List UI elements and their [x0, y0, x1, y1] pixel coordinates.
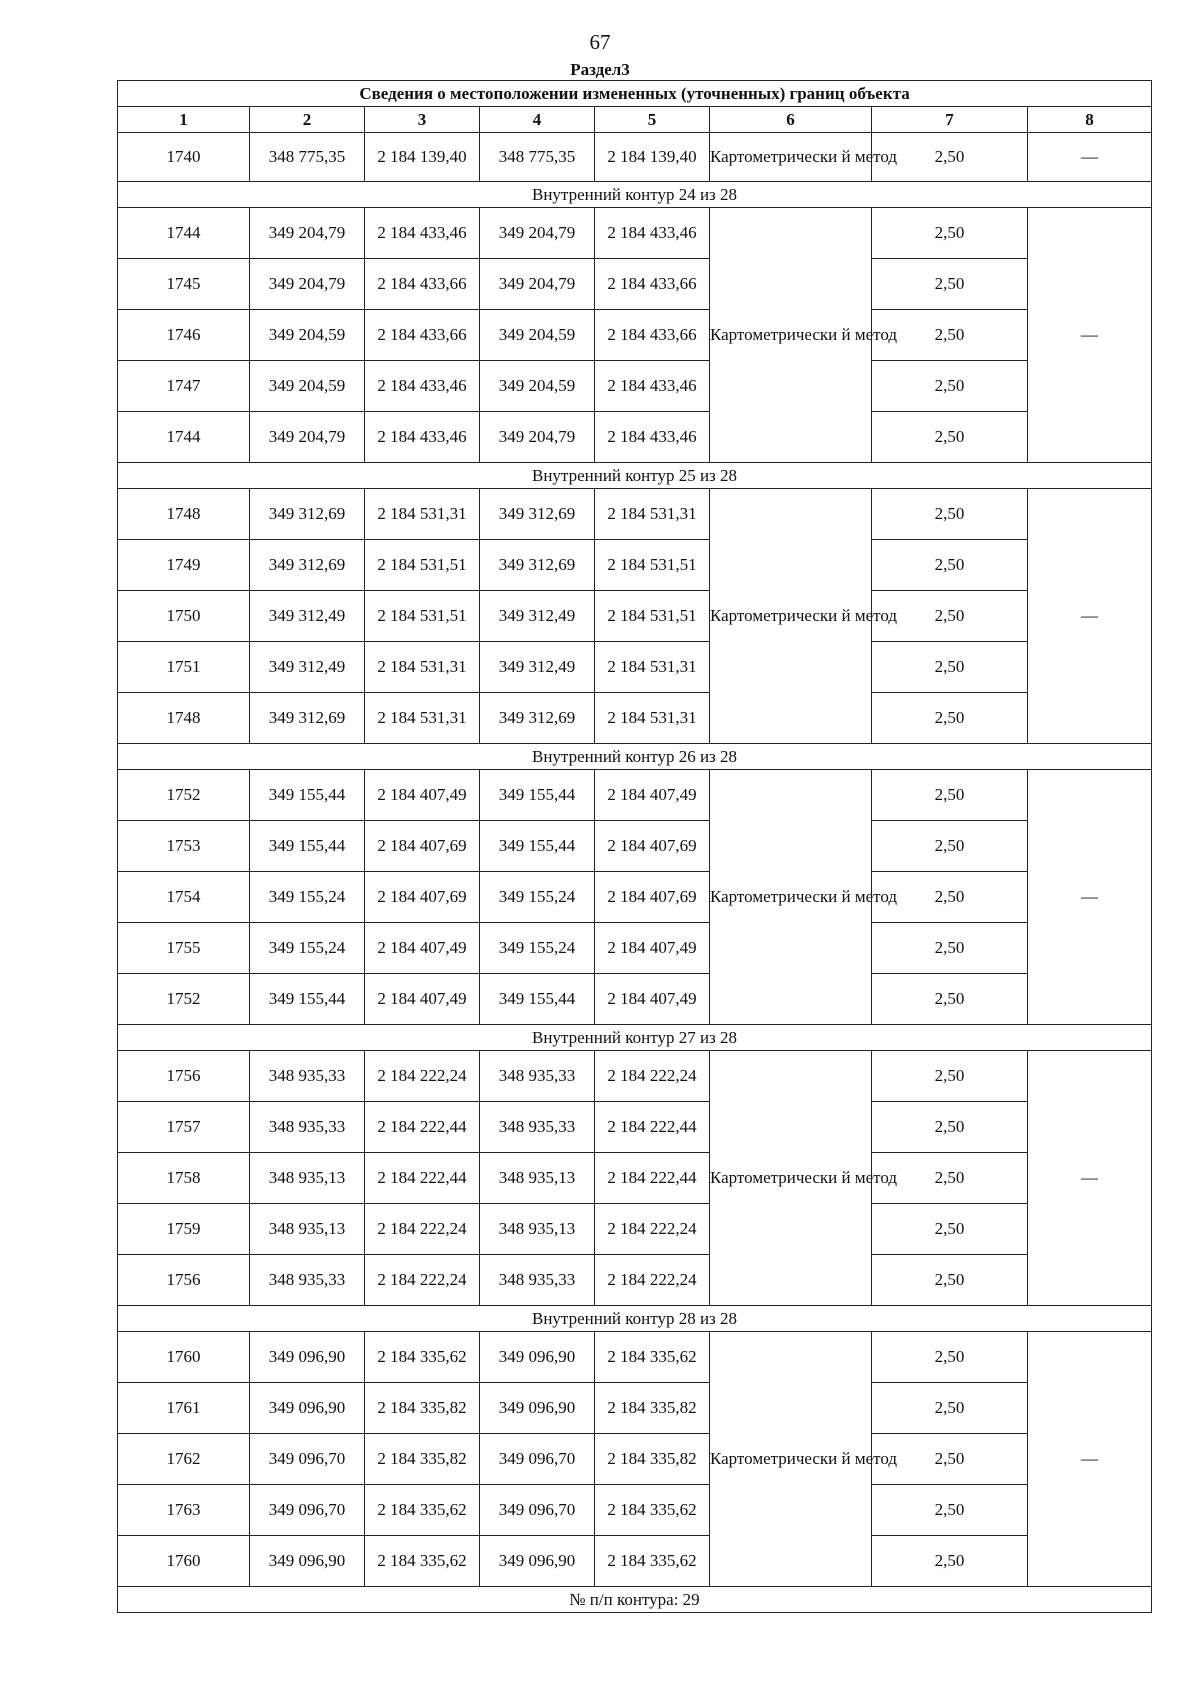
table-row — [118, 361, 1152, 412]
coordinate-x-cell: 348 935,13 — [250, 1204, 365, 1255]
coordinate-x-cell: 349 312,69 — [250, 540, 365, 591]
table-row — [118, 1255, 1152, 1306]
table-row — [118, 1051, 1152, 1102]
coordinate-y-cell: 2 184 531,51 — [595, 591, 710, 642]
coordinate-x-cell: 348 935,33 — [250, 1051, 365, 1102]
table-row — [118, 310, 1152, 361]
contour-header-row — [118, 182, 1152, 208]
coordinate-y-cell: 2 184 335,62 — [365, 1536, 480, 1587]
coordinate-x-cell: 349 204,79 — [480, 208, 595, 259]
table-row — [118, 259, 1152, 310]
coordinate-x-cell: 349 312,69 — [250, 693, 365, 744]
coordinate-x-cell: 348 935,13 — [480, 1153, 595, 1204]
coordinate-x-cell: 349 312,69 — [480, 489, 595, 540]
coordinate-y-cell: 2 184 335,62 — [595, 1536, 710, 1587]
coordinate-x-cell: 348 775,35 — [480, 133, 595, 182]
accuracy-cell: 2,50 — [872, 489, 1028, 540]
coordinate-x-cell: 349 155,24 — [480, 872, 595, 923]
coordinate-y-cell: 2 184 433,46 — [365, 208, 480, 259]
point-number-cell: 1758 — [118, 1153, 250, 1204]
accuracy-cell: 2,50 — [872, 1434, 1028, 1485]
coordinate-x-cell: 349 155,24 — [480, 923, 595, 974]
point-number-cell: 1754 — [118, 872, 250, 923]
point-number-cell: 1762 — [118, 1434, 250, 1485]
coordinate-y-cell: 2 184 407,49 — [595, 770, 710, 821]
column-number: 4 — [480, 107, 595, 133]
coordinate-y-cell: 2 184 433,66 — [595, 310, 710, 361]
table-row — [118, 1204, 1152, 1255]
point-number-cell: 1757 — [118, 1102, 250, 1153]
coordinate-y-cell: 2 184 531,31 — [365, 642, 480, 693]
coordinate-x-cell: 349 312,49 — [250, 591, 365, 642]
coordinate-y-cell: 2 184 335,82 — [595, 1434, 710, 1485]
accuracy-cell: 2,50 — [872, 310, 1028, 361]
coordinate-y-cell: 2 184 335,62 — [365, 1485, 480, 1536]
coordinate-x-cell: 349 096,90 — [250, 1383, 365, 1434]
point-number-cell: 1752 — [118, 770, 250, 821]
accuracy-cell: 2,50 — [872, 821, 1028, 872]
accuracy-cell: 2,50 — [872, 1383, 1028, 1434]
accuracy-cell: 2,50 — [872, 208, 1028, 259]
coordinate-x-cell: 349 155,44 — [250, 821, 365, 872]
point-number-cell: 1748 — [118, 489, 250, 540]
coordinate-y-cell: 2 184 335,62 — [365, 1332, 480, 1383]
coordinate-y-cell: 2 184 335,82 — [365, 1383, 480, 1434]
coordinate-y-cell: 2 184 433,66 — [365, 310, 480, 361]
coordinate-x-cell: 349 312,69 — [250, 489, 365, 540]
point-number-cell: 1752 — [118, 974, 250, 1025]
note-cell: — — [1028, 1332, 1152, 1587]
coordinate-x-cell: 349 096,70 — [250, 1485, 365, 1536]
coordinate-x-cell: 349 204,59 — [250, 310, 365, 361]
coordinate-y-cell: 2 184 335,82 — [365, 1434, 480, 1485]
coordinate-x-cell: 349 155,24 — [250, 923, 365, 974]
coordinate-y-cell: 2 184 433,46 — [365, 361, 480, 412]
coordinate-x-cell: 349 096,70 — [250, 1434, 365, 1485]
accuracy-cell: 2,50 — [872, 1332, 1028, 1383]
table-row — [118, 923, 1152, 974]
table-row — [118, 489, 1152, 540]
coordinate-x-cell: 349 204,59 — [250, 361, 365, 412]
coordinate-y-cell: 2 184 335,62 — [595, 1332, 710, 1383]
accuracy-cell: 2,50 — [872, 974, 1028, 1025]
coordinate-y-cell: 2 184 222,24 — [365, 1051, 480, 1102]
coordinate-x-cell: 348 935,33 — [250, 1255, 365, 1306]
contour-label: Внутренний контур 24 из 28 — [118, 182, 1152, 208]
table-body — [118, 81, 1152, 1613]
coordinate-y-cell: 2 184 531,31 — [365, 693, 480, 744]
coordinate-y-cell: 2 184 407,49 — [365, 923, 480, 974]
point-number-cell: 1751 — [118, 642, 250, 693]
coordinate-x-cell: 349 155,44 — [480, 821, 595, 872]
table-row — [118, 642, 1152, 693]
accuracy-cell: 2,50 — [872, 540, 1028, 591]
coordinate-y-cell: 2 184 433,46 — [595, 208, 710, 259]
table-row — [118, 821, 1152, 872]
coordinate-y-cell: 2 184 407,69 — [365, 821, 480, 872]
coordinate-y-cell: 2 184 531,31 — [595, 642, 710, 693]
point-number-cell: 1761 — [118, 1383, 250, 1434]
coordinate-y-cell: 2 184 407,49 — [365, 770, 480, 821]
method-cell: Картометрически й метод — [710, 770, 872, 1025]
contour-label: Внутренний контур 28 из 28 — [118, 1306, 1152, 1332]
point-number-cell: 1750 — [118, 591, 250, 642]
point-number-cell: 1760 — [118, 1332, 250, 1383]
coordinate-x-cell: 348 935,13 — [250, 1153, 365, 1204]
table-row — [118, 693, 1152, 744]
coordinate-x-cell: 349 312,69 — [480, 540, 595, 591]
table-title: Сведения о местоположении измененных (уточненных) границ объекта — [118, 81, 1152, 107]
column-number: 3 — [365, 107, 480, 133]
table-row — [118, 1434, 1152, 1485]
point-number-cell: 1759 — [118, 1204, 250, 1255]
contour-label: Внутренний контур 25 из 28 — [118, 463, 1152, 489]
coordinate-y-cell: 2 184 407,49 — [595, 923, 710, 974]
note-cell: — — [1028, 489, 1152, 744]
table-row — [118, 770, 1152, 821]
coordinate-x-cell: 348 935,33 — [480, 1255, 595, 1306]
method-cell: Картометрически й метод — [710, 1051, 872, 1306]
point-number-cell: 1744 — [118, 412, 250, 463]
coordinate-x-cell: 349 096,70 — [480, 1434, 595, 1485]
coordinate-y-cell: 2 184 222,24 — [365, 1204, 480, 1255]
accuracy-cell: 2,50 — [872, 1536, 1028, 1587]
coordinate-x-cell: 348 935,33 — [480, 1051, 595, 1102]
accuracy-cell: 2,50 — [872, 642, 1028, 693]
coordinate-x-cell: 349 312,49 — [480, 642, 595, 693]
point-number-cell: 1753 — [118, 821, 250, 872]
coordinate-y-cell: 2 184 531,51 — [365, 540, 480, 591]
table-row — [118, 412, 1152, 463]
coordinate-y-cell: 2 184 222,24 — [595, 1051, 710, 1102]
note-cell: — — [1028, 770, 1152, 1025]
table-row — [118, 208, 1152, 259]
coordinate-x-cell: 349 155,44 — [480, 974, 595, 1025]
coordinate-x-cell: 349 204,79 — [480, 259, 595, 310]
accuracy-cell: 2,50 — [872, 693, 1028, 744]
point-number-cell: 1763 — [118, 1485, 250, 1536]
table-row — [118, 540, 1152, 591]
page-number: 67 — [589, 30, 611, 54]
coordinate-y-cell: 2 184 433,46 — [595, 361, 710, 412]
coordinate-y-cell: 2 184 222,24 — [365, 1255, 480, 1306]
point-number-cell: 1749 — [118, 540, 250, 591]
coordinate-y-cell: 2 184 407,49 — [365, 974, 480, 1025]
coordinate-y-cell: 2 184 407,69 — [365, 872, 480, 923]
coordinate-x-cell: 349 096,90 — [250, 1536, 365, 1587]
column-number: 8 — [1028, 107, 1152, 133]
accuracy-cell: 2,50 — [872, 1051, 1028, 1102]
coordinate-x-cell: 349 155,24 — [250, 872, 365, 923]
coordinate-y-cell: 2 184 222,44 — [365, 1153, 480, 1204]
method-cell: Картометрически й метод — [710, 133, 872, 182]
point-number-cell: 1745 — [118, 259, 250, 310]
accuracy-cell: 2,50 — [872, 1255, 1028, 1306]
accuracy-cell: 2,50 — [872, 591, 1028, 642]
accuracy-cell: 2,50 — [872, 412, 1028, 463]
coordinate-y-cell: 2 184 531,31 — [595, 489, 710, 540]
table-row — [118, 133, 1152, 182]
method-cell: Картометрически й метод — [710, 1332, 872, 1587]
coordinate-x-cell: 349 204,59 — [480, 310, 595, 361]
coordinate-x-cell: 349 096,90 — [480, 1383, 595, 1434]
coordinate-x-cell: 349 312,49 — [250, 642, 365, 693]
column-number: 6 — [710, 107, 872, 133]
coordinate-y-cell: 2 184 139,40 — [365, 133, 480, 182]
accuracy-cell: 2,50 — [872, 259, 1028, 310]
coordinate-x-cell: 348 775,35 — [250, 133, 365, 182]
coordinate-y-cell: 2 184 222,44 — [365, 1102, 480, 1153]
table-row — [118, 1536, 1152, 1587]
contour-label: Внутренний контур 26 из 28 — [118, 744, 1152, 770]
coordinate-y-cell: 2 184 531,31 — [595, 693, 710, 744]
coordinate-y-cell: 2 184 222,24 — [595, 1204, 710, 1255]
coordinate-x-cell: 349 204,79 — [250, 259, 365, 310]
accuracy-cell: 2,50 — [872, 770, 1028, 821]
boundary-table — [117, 80, 1152, 1613]
method-cell: Картометрически й метод — [710, 208, 872, 463]
contour-number-footer: № п/п контура: 29 — [118, 1587, 1152, 1613]
coordinate-x-cell: 349 096,90 — [480, 1332, 595, 1383]
coordinate-y-cell: 2 184 531,51 — [365, 591, 480, 642]
accuracy-cell: 2,50 — [872, 361, 1028, 412]
accuracy-cell: 2,50 — [872, 133, 1028, 182]
point-number-cell: 1755 — [118, 923, 250, 974]
note-cell: — — [1028, 133, 1152, 182]
coordinate-y-cell: 2 184 433,46 — [365, 412, 480, 463]
method-cell: Картометрически й метод — [710, 489, 872, 744]
coordinate-x-cell: 349 096,90 — [250, 1332, 365, 1383]
contour-header-row — [118, 744, 1152, 770]
coordinate-x-cell: 349 096,70 — [480, 1485, 595, 1536]
point-number-cell: 1756 — [118, 1255, 250, 1306]
column-number: 5 — [595, 107, 710, 133]
coordinate-x-cell: 349 155,44 — [480, 770, 595, 821]
coordinate-x-cell: 349 312,49 — [480, 591, 595, 642]
coordinate-y-cell: 2 184 531,51 — [595, 540, 710, 591]
coordinate-x-cell: 349 204,79 — [250, 208, 365, 259]
table-row — [118, 872, 1152, 923]
coordinate-y-cell: 2 184 433,46 — [595, 412, 710, 463]
point-number-cell: 1740 — [118, 133, 250, 182]
column-number: 1 — [118, 107, 250, 133]
coordinate-x-cell: 349 204,59 — [480, 361, 595, 412]
table-row — [118, 1332, 1152, 1383]
coordinate-x-cell: 349 312,69 — [480, 693, 595, 744]
coordinate-y-cell: 2 184 222,44 — [595, 1153, 710, 1204]
coordinate-y-cell: 2 184 335,62 — [595, 1485, 710, 1536]
contour-header-row — [118, 1306, 1152, 1332]
accuracy-cell: 2,50 — [872, 923, 1028, 974]
note-cell: — — [1028, 208, 1152, 463]
point-number-cell: 1746 — [118, 310, 250, 361]
note-cell: — — [1028, 1051, 1152, 1306]
column-number-row — [118, 107, 1152, 133]
point-number-cell: 1747 — [118, 361, 250, 412]
table-row — [118, 974, 1152, 1025]
coordinate-x-cell: 348 935,33 — [250, 1102, 365, 1153]
accuracy-cell: 2,50 — [872, 1153, 1028, 1204]
coordinate-x-cell: 349 096,90 — [480, 1536, 595, 1587]
accuracy-cell: 2,50 — [872, 1485, 1028, 1536]
coordinate-y-cell: 2 184 407,69 — [595, 872, 710, 923]
contour-label: Внутренний контур 27 из 28 — [118, 1025, 1152, 1051]
coordinate-y-cell: 2 184 222,44 — [595, 1102, 710, 1153]
coordinate-x-cell: 349 204,79 — [480, 412, 595, 463]
coordinate-y-cell: 2 184 139,40 — [595, 133, 710, 182]
coordinate-y-cell: 2 184 335,82 — [595, 1383, 710, 1434]
coordinate-x-cell: 349 204,79 — [250, 412, 365, 463]
accuracy-cell: 2,50 — [872, 872, 1028, 923]
coordinate-y-cell: 2 184 433,66 — [365, 259, 480, 310]
point-number-cell: 1756 — [118, 1051, 250, 1102]
accuracy-cell: 2,50 — [872, 1204, 1028, 1255]
accuracy-cell: 2,50 — [872, 1102, 1028, 1153]
table-row — [118, 1383, 1152, 1434]
coordinate-x-cell: 348 935,33 — [480, 1102, 595, 1153]
table-footer-row — [118, 1587, 1152, 1613]
coordinate-y-cell: 2 184 433,66 — [595, 259, 710, 310]
table-row — [118, 591, 1152, 642]
coordinate-x-cell: 349 155,44 — [250, 770, 365, 821]
column-number: 7 — [872, 107, 1028, 133]
table-row — [118, 1102, 1152, 1153]
column-number: 2 — [250, 107, 365, 133]
section-title: Раздел3 — [570, 60, 630, 79]
point-number-cell: 1760 — [118, 1536, 250, 1587]
coordinate-y-cell: 2 184 407,69 — [595, 821, 710, 872]
contour-header-row — [118, 463, 1152, 489]
point-number-cell: 1744 — [118, 208, 250, 259]
coordinate-x-cell: 349 155,44 — [250, 974, 365, 1025]
contour-header-row — [118, 1025, 1152, 1051]
coordinate-y-cell: 2 184 222,24 — [595, 1255, 710, 1306]
table-row — [118, 1153, 1152, 1204]
coordinate-y-cell: 2 184 407,49 — [595, 974, 710, 1025]
coordinate-y-cell: 2 184 531,31 — [365, 489, 480, 540]
table-row — [118, 1485, 1152, 1536]
coordinate-x-cell: 348 935,13 — [480, 1204, 595, 1255]
point-number-cell: 1748 — [118, 693, 250, 744]
